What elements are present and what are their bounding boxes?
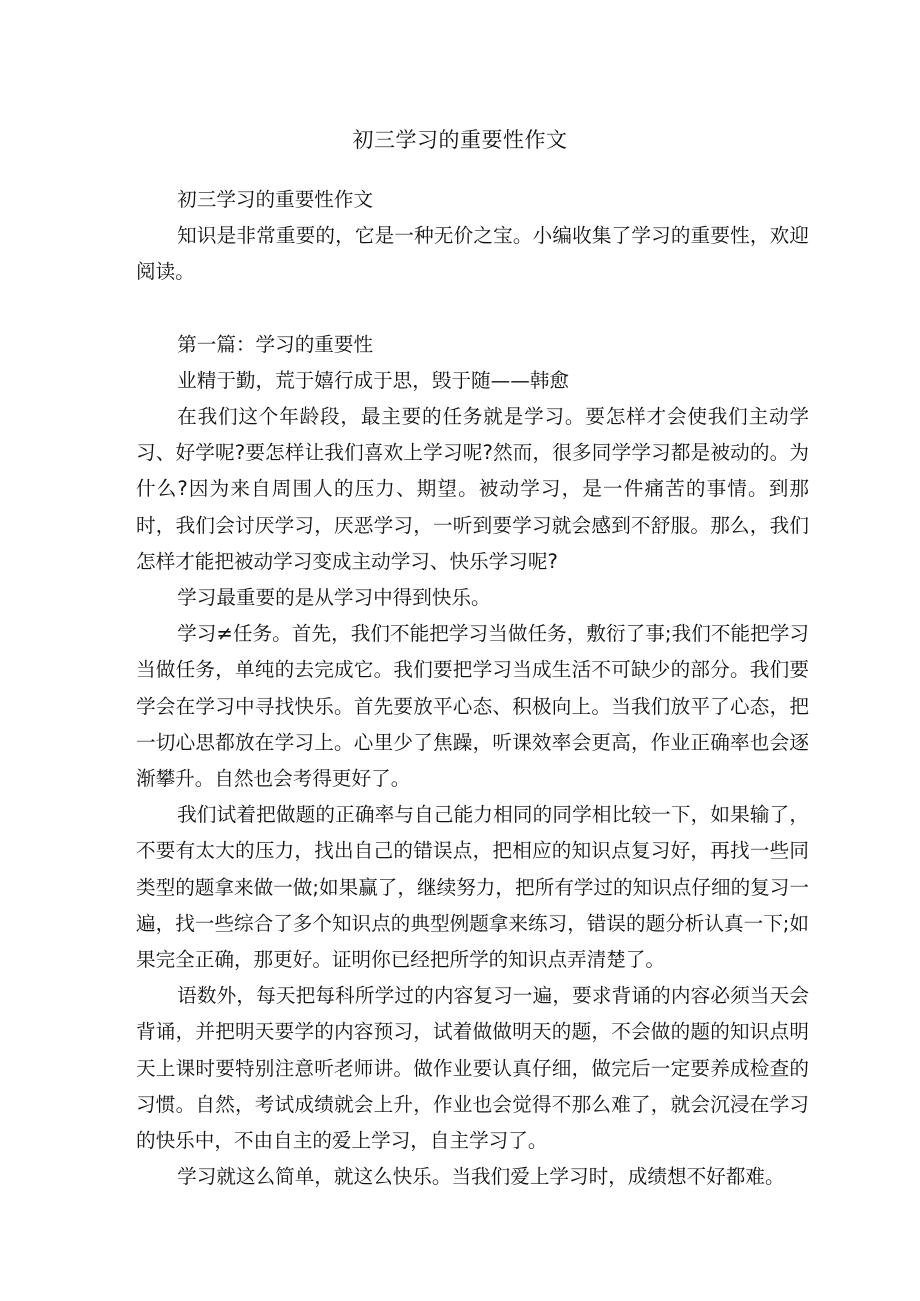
body-paragraph: 在我们这个年龄段，最主要的任务就是学习。要怎样才会使我们主动学习、好学呢?要怎样让我们喜欢上学习呢?然而，很多同学学习都是被动的。为什么?因为来自周围人的压力、期望。被动学习，是一件痛苦的事情。到那时，我们会讨厌学习，厌恶学习，一听到要学习就会感到不舒服。那么，我们怎样才能把被动学习变成主动学习、快乐学习呢?: [136, 405, 809, 573]
subtitle-paragraph: 初三学习的重要性作文: [177, 188, 374, 211]
body-paragraph: 学习就这么简单，就这么快乐。当我们爱上学习时，成绩想不好都难。: [177, 1165, 785, 1189]
intro-paragraph: 知识是非常重要的，它是一种无价之宝。小编收集了学习的重要性，欢迎阅读。: [136, 224, 809, 284]
document-body: [136, 182, 809, 1195]
document-title: 初三学习的重要性作文: [352, 128, 568, 152]
body-paragraph: 学习最重要的是从学习中得到快乐。: [177, 586, 491, 610]
body-paragraph: 我们试着把做题的正确率与自己能力相同的同学相比较一下，如果输了，不要有太大的压力，找出自己的错误点，把相应的知识点复习好，再找一些同类型的题拿来做一做;如果赢了，继续努力，把所有学过的知识点仔细的复习一遍，找一些综合了多个知识点的典型例题拿来练习，错误的题分析认真一下;如果完全正确，那更好。证明你已经把所学的知识点弄清楚了。: [136, 803, 809, 972]
quote-paragraph: 业精于勤，荒于嬉行成于思，毁于随——韩愈: [177, 368, 570, 392]
body-paragraph: 语数外，每天把每科所学过的内容复习一遍，要求背诵的内容必须当天会背诵，并把明天要学的内容预习，试着做做明天的题，不会做的题的知识点明天上课时要特别注意听老师讲。做作业要认真仔细，做完后一定要养成检查的习惯。自然，考试成绩就会上升，作业也会觉得不那么难了，就会沉浸在学习的快乐中，不由自主的爱上学习，自主学习了。: [136, 984, 809, 1153]
section-heading: 第一篇：学习的重要性: [177, 332, 374, 356]
body-paragraph: 学习≠任务。首先，我们不能把学习当做任务，敷衍了事;我们不能把学习当做任务，单纯的去完成它。我们要把学习当成生活不可缺少的部分。我们要学会在学习中寻找快乐。首先要放平心态、积极向上。当我们放平了心态，把一切心思都放在学习上。心里少了焦躁，听课效率会更高，作业正确率也会逐渐攀升。自然也会考得更好了。: [136, 622, 809, 791]
paragraph-gap: [136, 291, 809, 327]
